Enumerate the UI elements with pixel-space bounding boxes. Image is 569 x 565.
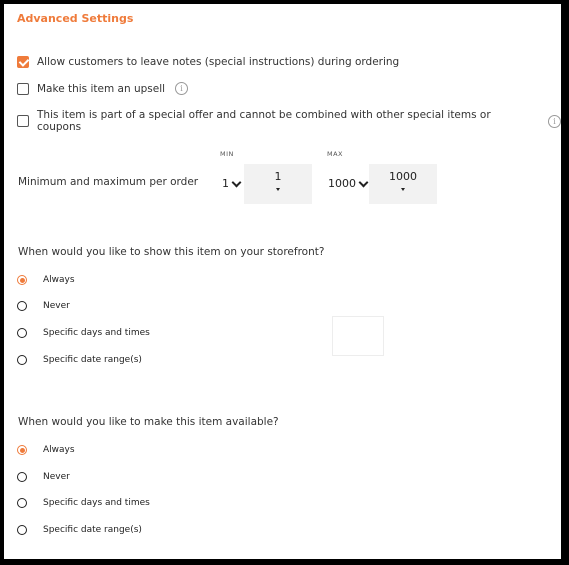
- placeholder-box: [332, 316, 384, 356]
- radio-label: Always: [43, 445, 75, 455]
- max-stepper-value: 1000: [389, 170, 417, 183]
- leave-notes-label: Allow customers to leave notes (special instructions) during ordering: [37, 56, 400, 68]
- radio-label: Specific days and times: [43, 498, 150, 508]
- info-icon[interactable]: i: [548, 115, 561, 128]
- option-upsell[interactable]: [17, 82, 188, 95]
- radio-label: Specific days and times: [43, 328, 150, 338]
- radio-label: Never: [43, 301, 70, 311]
- radio-label: Never: [43, 472, 70, 482]
- radio-label: Always: [43, 275, 75, 285]
- upsell-label: Make this item an upsell: [37, 82, 166, 95]
- upsell-checkbox[interactable]: [17, 83, 29, 95]
- storefront-option-never[interactable]: [17, 301, 70, 311]
- storefront-option-days-times[interactable]: [17, 328, 150, 338]
- radio-button[interactable]: [17, 355, 27, 365]
- radio-button[interactable]: [17, 301, 27, 311]
- availability-question: When would you like to make this item available?: [18, 416, 279, 428]
- availability-option-days-times[interactable]: [17, 498, 150, 508]
- availability-option-date-range[interactable]: [17, 525, 142, 535]
- max-caption: MAX: [327, 150, 344, 158]
- caret-down-icon[interactable]: [401, 188, 405, 191]
- radio-label: Specific date range(s): [43, 525, 142, 535]
- storefront-option-always[interactable]: [17, 275, 75, 285]
- min-stepper[interactable]: [244, 164, 312, 204]
- chevron-down-icon: [359, 177, 369, 187]
- minmax-label: Minimum and maximum per order: [18, 176, 199, 188]
- min-select-value: 1: [222, 177, 229, 190]
- radio-button[interactable]: [17, 328, 27, 338]
- max-stepper[interactable]: [369, 164, 437, 204]
- storefront-option-date-range[interactable]: [17, 355, 142, 365]
- special-offer-label: This item is part of a special offer and cannot be combined with other special items or coupons: [37, 109, 491, 133]
- radio-button[interactable]: [17, 445, 27, 455]
- leave-notes-checkbox[interactable]: [17, 56, 29, 68]
- option-leave-notes[interactable]: [17, 56, 399, 68]
- availability-option-never[interactable]: [17, 472, 70, 482]
- radio-button[interactable]: [17, 472, 27, 482]
- min-caption: MIN: [220, 150, 234, 158]
- storefront-question: When would you like to show this item on your storefront?: [18, 246, 325, 258]
- special-offer-checkbox[interactable]: [17, 115, 29, 127]
- radio-button[interactable]: [17, 498, 27, 508]
- radio-button[interactable]: [17, 275, 27, 285]
- info-icon[interactable]: i: [175, 82, 188, 95]
- availability-option-always[interactable]: [17, 445, 75, 455]
- radio-button[interactable]: [17, 525, 27, 535]
- chevron-down-icon: [232, 177, 242, 187]
- section-title: Advanced Settings: [17, 12, 134, 25]
- min-stepper-value: 1: [274, 170, 282, 183]
- max-select-value: 1000: [328, 177, 356, 190]
- caret-down-icon[interactable]: [276, 188, 280, 191]
- max-select[interactable]: [328, 177, 367, 190]
- advanced-settings-panel: [4, 4, 561, 559]
- option-special-offer[interactable]: [17, 109, 561, 133]
- radio-label: Specific date range(s): [43, 355, 142, 365]
- min-select[interactable]: [222, 177, 240, 190]
